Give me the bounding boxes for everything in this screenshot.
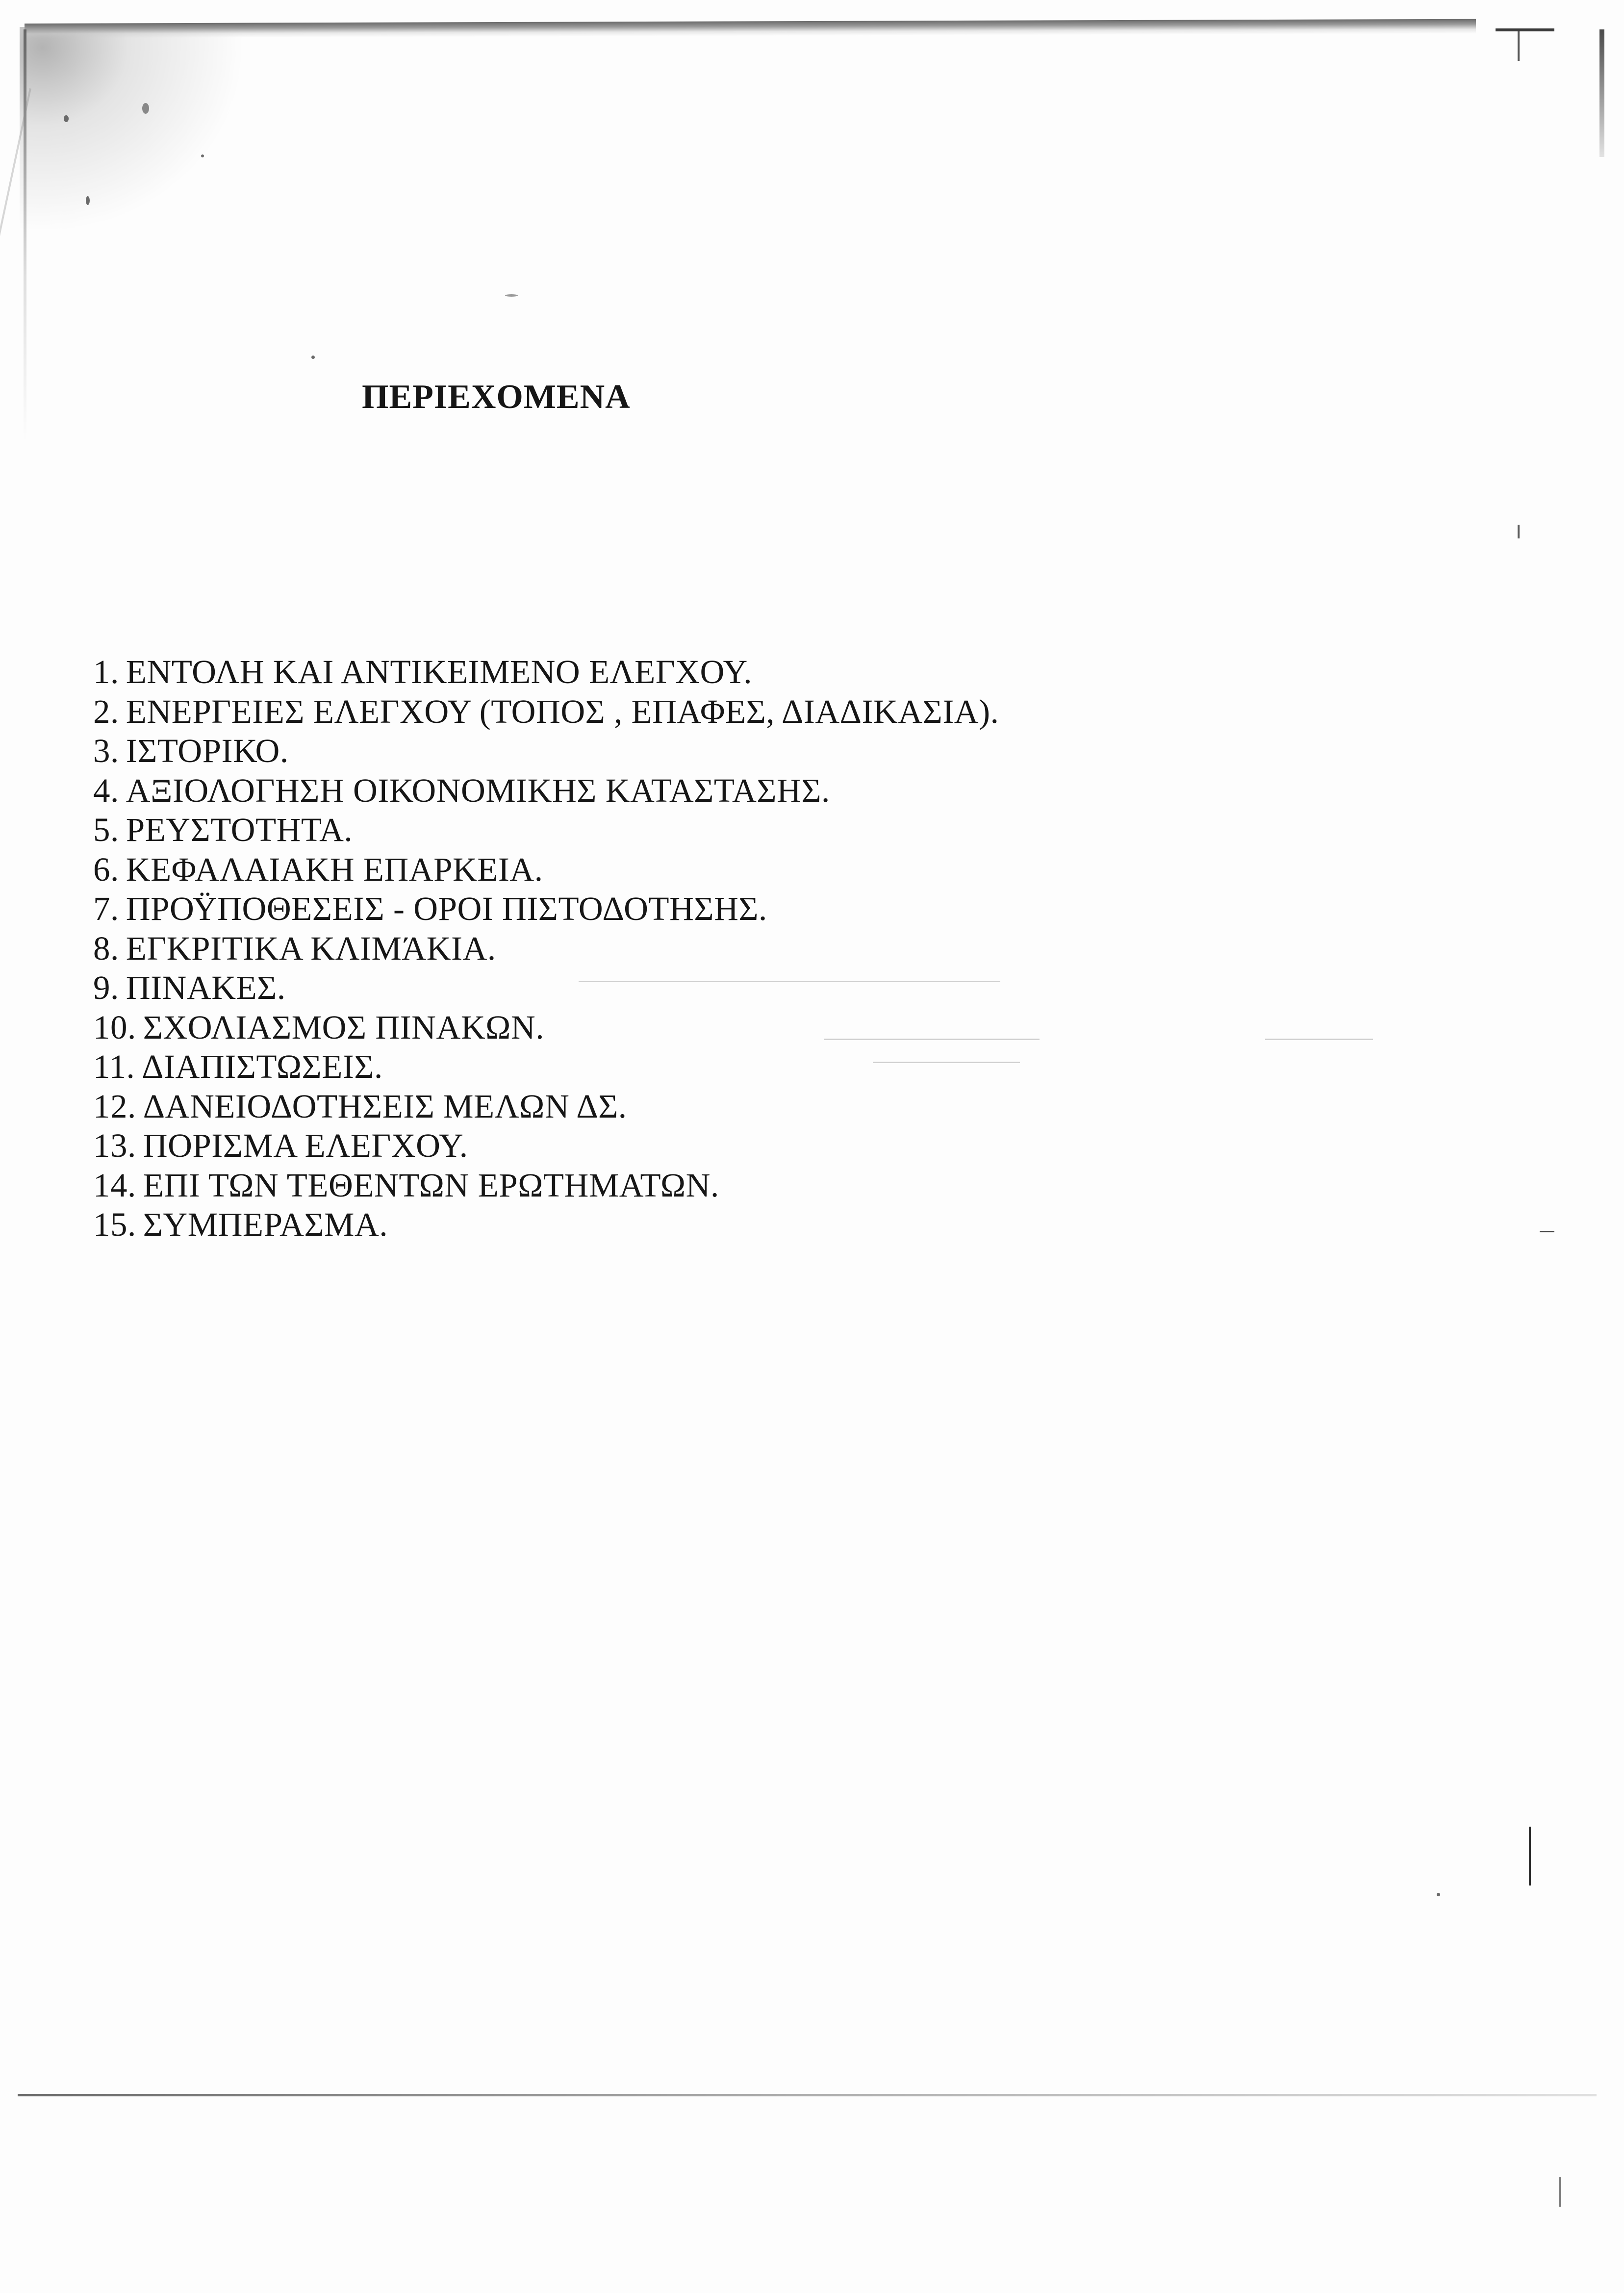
toc-item — [93, 929, 999, 968]
scan-speck — [64, 115, 69, 122]
toc-item — [93, 1205, 999, 1245]
toc-item-text: ΑΞΙΟΛΟΓΗΣΗ ΟΙΚΟΝΟΜΙΚΗΣ ΚΑΤΑΣΤΑΣΗΣ. — [126, 771, 830, 809]
scan-faint-line — [1540, 1231, 1554, 1232]
scan-vertical-tick — [1559, 2177, 1561, 2207]
toc-item — [93, 1008, 999, 1047]
scan-speck — [505, 294, 518, 297]
toc-item-number: 7. — [93, 890, 119, 927]
toc-item-text: ΠΡΟΫΠΟΘΕΣΕΙΣ - ΟΡΟΙ ΠΙΣΤΟΔΟΤΗΣΗΣ. — [126, 890, 767, 927]
table-of-contents — [93, 652, 999, 1245]
scan-corner-shadow — [20, 27, 245, 233]
toc-item-text: ΣΥΜΠΕΡΑΣΜΑ. — [143, 1206, 388, 1243]
toc-item-text: ΕΓΚΡΙΤΙΚΑ ΚΛΙΜΆΚΙΑ. — [126, 929, 496, 967]
scan-vertical-tick — [1518, 525, 1520, 538]
scan-vertical-tick — [1529, 1827, 1531, 1885]
scan-speck — [201, 154, 204, 157]
toc-item-text: ΕΠΙ ΤΩΝ ΤΕΘΕΝΤΩΝ ΕΡΩΤΗΜΑΤΩΝ. — [143, 1166, 719, 1204]
scan-faint-line — [1265, 1039, 1373, 1040]
scan-speck — [311, 356, 315, 359]
scan-right-corner-mark — [1496, 28, 1554, 31]
toc-item — [93, 652, 999, 692]
toc-item-number: 11. — [93, 1048, 135, 1085]
toc-item — [93, 731, 999, 771]
toc-item — [93, 1047, 999, 1087]
toc-item-number: 1. — [93, 653, 119, 690]
toc-item — [93, 771, 999, 811]
scan-top-edge — [25, 19, 1476, 38]
toc-item-number: 15. — [93, 1206, 136, 1243]
scan-bottom-line — [18, 2094, 1597, 2096]
toc-item-text: ΡΕΥΣΤΟΤΗΤΑ. — [126, 811, 353, 848]
toc-item — [93, 1126, 999, 1166]
scan-left-edge — [24, 29, 26, 441]
toc-item-text: ΕΝΕΡΓΕΙΕΣ ΕΛΕΓΧΟΥ (ΤΟΠΟΣ , ΕΠΑΦΕΣ, ΔΙΑΔΙΚΑΣΙΑ). — [126, 692, 999, 730]
toc-item-text: ΕΝΤΟΛΗ ΚΑΙ ΑΝΤΙΚΕΙΜΕΝΟ ΕΛΕΓΧΟΥ. — [126, 653, 752, 690]
toc-item-text: ΙΣΤΟΡΙΚΟ. — [126, 732, 289, 769]
toc-item — [93, 968, 999, 1008]
toc-item-number: 5. — [93, 811, 119, 848]
scan-right-edge — [1599, 29, 1604, 157]
toc-item-number: 9. — [93, 969, 119, 1006]
scan-speck — [1437, 1893, 1440, 1896]
toc-item-text: ΠΟΡΙΣΜΑ ΕΛΕΓΧΟΥ. — [143, 1127, 468, 1164]
toc-item — [93, 1166, 999, 1205]
toc-item-number: 6. — [93, 850, 119, 888]
toc-item — [93, 692, 999, 732]
toc-item-number: 3. — [93, 732, 119, 769]
toc-item — [93, 1087, 999, 1126]
scan-right-tick — [1518, 31, 1520, 61]
toc-item-number: 12. — [93, 1087, 136, 1125]
toc-item-number: 2. — [93, 692, 119, 730]
toc-item — [93, 810, 999, 850]
toc-item-number: 8. — [93, 929, 119, 967]
toc-item-text: ΔΑΝΕΙΟΔΟΤΗΣΕΙΣ ΜΕΛΩΝ ΔΣ. — [143, 1087, 627, 1125]
scan-speck — [142, 103, 149, 114]
toc-item — [93, 889, 999, 929]
toc-item-text: ΠΙΝΑΚΕΣ. — [126, 969, 286, 1006]
toc-item-text: ΚΕΦΑΛΑΙΑΚΗ ΕΠΑΡΚΕΙΑ. — [126, 850, 543, 888]
toc-item-number: 14. — [93, 1166, 136, 1204]
toc-item-number: 4. — [93, 771, 119, 809]
toc-item-text: ΔΙΑΠΙΣΤΩΣΕΙΣ. — [142, 1048, 383, 1085]
toc-item-number: 13. — [93, 1127, 136, 1164]
toc-item-text: ΣΧΟΛΙΑΣΜΟΣ ΠΙΝΑΚΩΝ. — [143, 1008, 545, 1046]
toc-item — [93, 850, 999, 890]
scan-speck — [86, 196, 90, 205]
page-title: ΠΕΡΙΕΧΟΜΕΝΑ — [362, 378, 631, 416]
toc-item-number: 10. — [93, 1008, 136, 1046]
